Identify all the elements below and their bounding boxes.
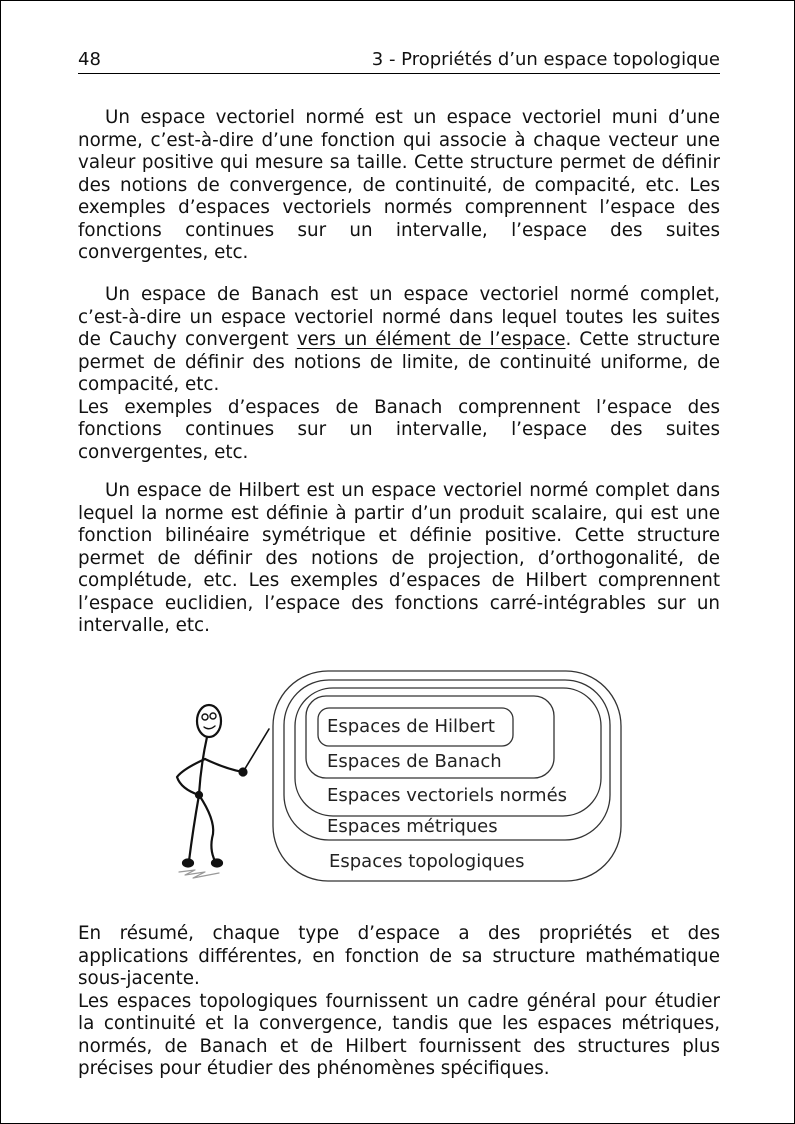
box-topologiques [273, 671, 621, 881]
summary-detail: Les espaces topologiques fournissent un cadre général pour étudier la continuité et la convergence, tandis que les espaces métriques, normés, de Banach et de Hilbert fournissent des structures plus précises pour étudier des phénomènes spécifiques. [78, 990, 720, 1079]
paragraph-summary [78, 923, 720, 1081]
chapter-title: 3 - Propriétés d’un espace topologique [371, 49, 720, 70]
label-topologiques: Espaces topologiques [329, 851, 525, 872]
underlined-phrase: vers un élément de l’espace [296, 329, 566, 350]
label-normes: Espaces vectoriels normés [327, 785, 568, 806]
paragraph-hilbert-spaces: Un espace de Hilbert est un espace vectoriel normé complet dans lequel la norme est définie à partir d’un produit scalaire, qui est une fonction bilinéaire symétrique et définie positive. Cette structure permet de définir des notions de projection, d’orthogonalité, de complétude, etc. Les exemples d’espaces de Hilbert comprennent l’espace euclidien, l’espace des fonctions carré-intégrables sur un intervalle, etc. [78, 480, 720, 636]
banach-definition [78, 284, 720, 397]
paragraph-normed-spaces: Un espace vectoriel normé est un espace vectoriel muni d’une norme, c’est-à-dire d’une fonction qui associe à chaque vecteur une valeur positive qui mesure sa taille. Cette structure permet de définir des notions de convergence, de continuité, de compacité, etc. Les exemples d’espaces vectoriels normés comprennent l’espace des fonctions continues sur un intervalle, l’espace des suites convergentes, etc. [78, 107, 720, 263]
summary-sentence: En résumé, chaque type d’espace a des propriétés et des applications différentes, en fonction de sa structure mathématique sous-jacente. [78, 923, 720, 989]
banach-text-part-2: . Cette structure permet de définir des notions de limite, de continuité uniforme, de compacité, etc. [78, 329, 720, 395]
stick-figure-pointing-icon [177, 705, 269, 878]
label-hilbert: Espaces de Hilbert [327, 716, 495, 737]
banach-examples: Les exemples d’espaces de Banach comprennent l’espace des fonctions continues sur un intervalle, l’espace des suites convergentes, etc. [78, 396, 720, 463]
page-header [78, 49, 720, 74]
banach-text-part-1: Un espace de Banach est un espace vectoriel normé complet, c’est-à-dire un espace vectoriel normé dans lequel toutes les suites de Cauchy convergent [78, 284, 720, 350]
paragraph-banach-spaces [78, 284, 720, 464]
page-number: 48 [78, 49, 101, 70]
nested-spaces-figure [171, 669, 631, 889]
label-metriques: Espaces métriques [327, 816, 498, 837]
label-banach: Espaces de Banach [327, 751, 502, 772]
